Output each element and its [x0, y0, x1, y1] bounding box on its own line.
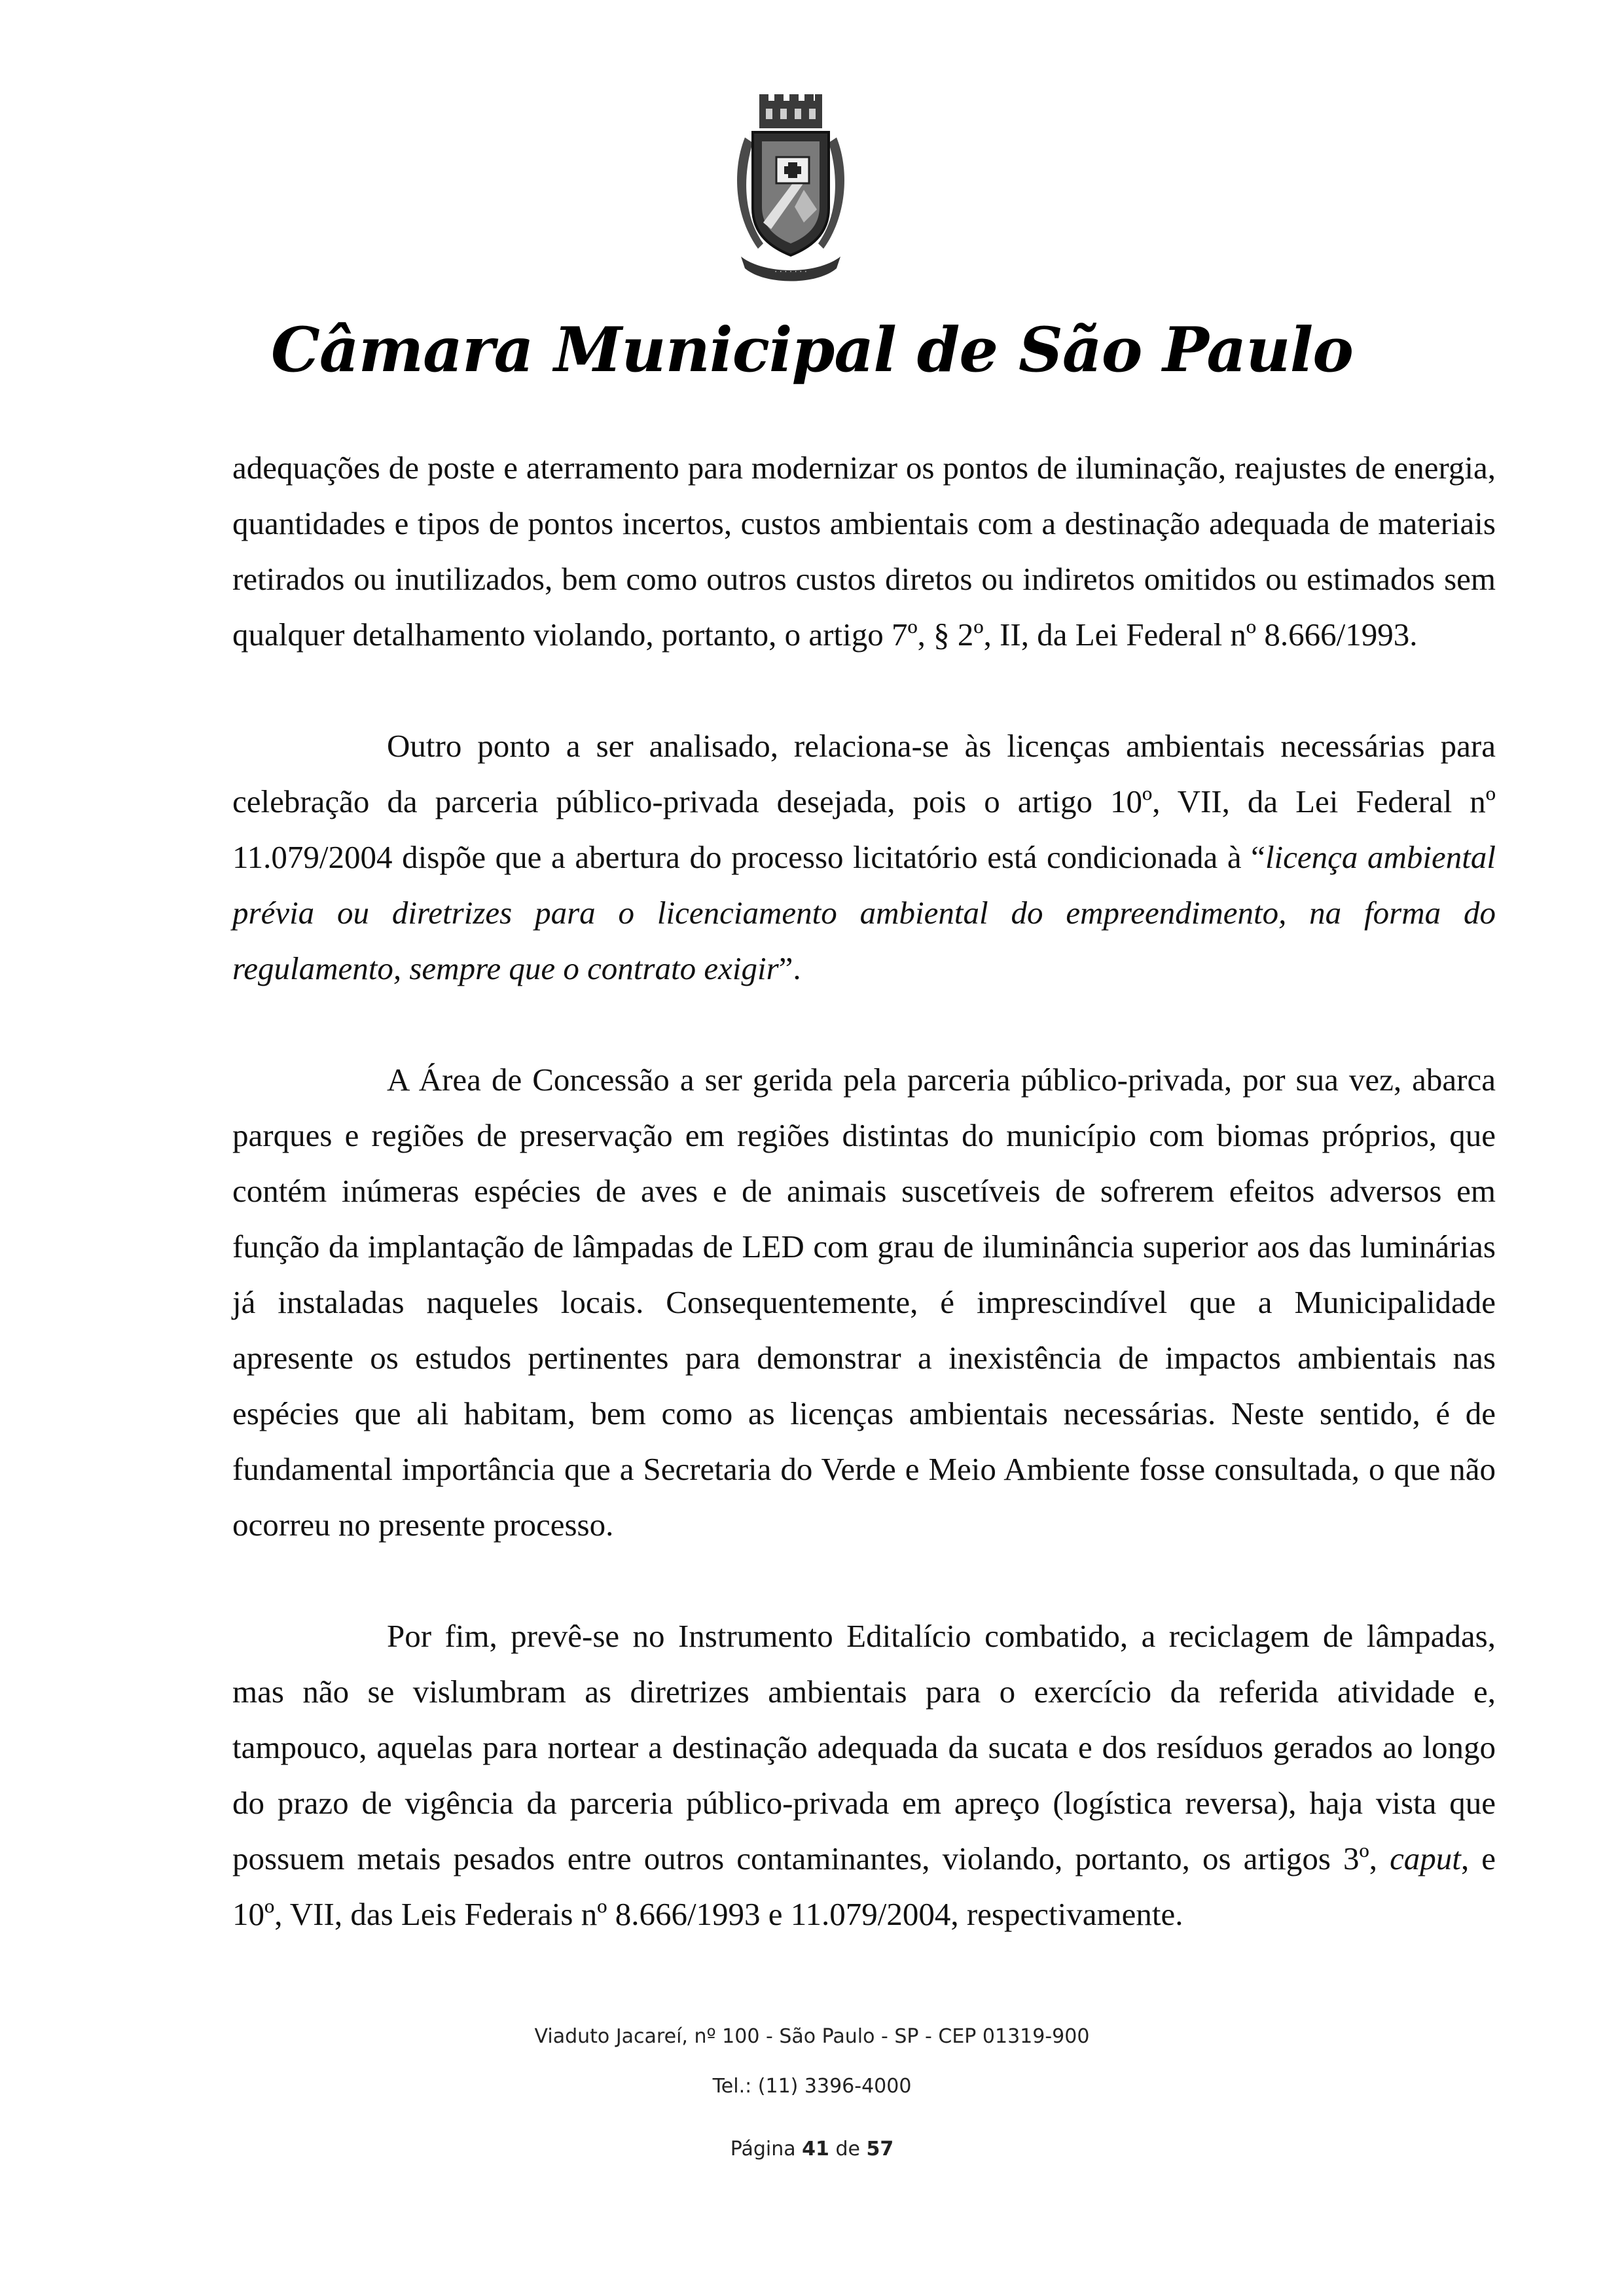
paragraph — [232, 1608, 1496, 1942]
paragraph-text: Outro ponto a ser analisado, relaciona-se às licenças ambientais necessárias para celebração da parceria público-privada desejada, pois o artigo 10º, VII, da Lei Federal nº 11.079/2004 dispõe que a abertura do processo licitatório está condicionada à “ — [232, 728, 1496, 875]
footer-phone: Tel.: (11) 3396-4000 — [712, 2075, 912, 2098]
page-title: Câmara Municipal de São Paulo — [271, 314, 1353, 386]
document-body — [232, 440, 1496, 1942]
footer-address: Viaduto Jacareí, nº 100 - São Paulo - SP - CEP 01319-900 — [534, 2025, 1090, 2048]
paragraph-text: Por fim, prevê-se no Instrumento Editalício combatido, a reciclagem de lâmpadas, mas não se vislumbram as diretrizes ambientais para o exercício da referida atividade e, tampouco, aquelas para nortear a destinação adequada da sucata e dos resíduos gerados ao longo do prazo de vigência da parceria público-privada em apreço (logística reversa), haja vista que possuem metais pesados entre outros contaminantes, violando, portanto, os artigos 3º, — [232, 1618, 1496, 1876]
svg-text:· · · · · · ·: · · · · · · · — [774, 267, 807, 276]
coat-of-arms-icon — [725, 92, 856, 288]
paragraph: A Área de Concessão a ser gerida pela parceria público-privada, por sua vez, abarca parques e regiões de preservação em regiões distintas do município com biomas próprios, que contém inúmeras espécies de aves e de animais suscetíveis de sofrerem efeitos adversos em função da implantação de lâmpadas de LED com grau de iluminância superior aos das luminárias já instaladas naqueles locais. Consequentemente, é imprescindível que a Municipalidade apresente os estudos pertinentes para demonstrar a inexistência de impactos ambientais nas espécies que ali habitam, bem como as licenças ambientais necessárias. Neste sentido, é de fundamental importância que a Secretaria do Verde e Meio Ambiente fosse consultada, o que não ocorreu no presente processo. — [232, 1062, 1496, 1543]
page-total: 57 — [866, 2138, 894, 2161]
page-separator: de — [835, 2138, 860, 2161]
italic-term: caput — [1390, 1840, 1461, 1876]
paragraph-text: , e 10º, VII, das Leis Federais nº 8.666/1993 e 11.079/2004, respectivamente. — [232, 1840, 1496, 1932]
page-number — [0, 2138, 1624, 2161]
paragraph-text: ”. — [778, 950, 801, 986]
page-current: 41 — [802, 2138, 829, 2161]
paragraph — [232, 718, 1496, 996]
paragraph: adequações de poste e aterramento para modernizar os pontos de iluminação, reajustes de energia, quantidades e tipos de pontos incertos, custos ambientais com a destinação adequada de materiais retirados ou inutilizados, bem como outros custos diretos ou indiretos omitidos ou estimados sem qualquer detalhamento violando, portanto, o artigo 7º, § 2º, II, da Lei Federal nº 8.666/1993. — [232, 450, 1496, 653]
quoted-text: licença ambiental prévia ou diretrizes para o licenciamento ambiental do empreendimento, na forma do regulamento, sempre que o contrato exigir — [232, 839, 1496, 986]
page-prefix: Página — [730, 2138, 796, 2161]
